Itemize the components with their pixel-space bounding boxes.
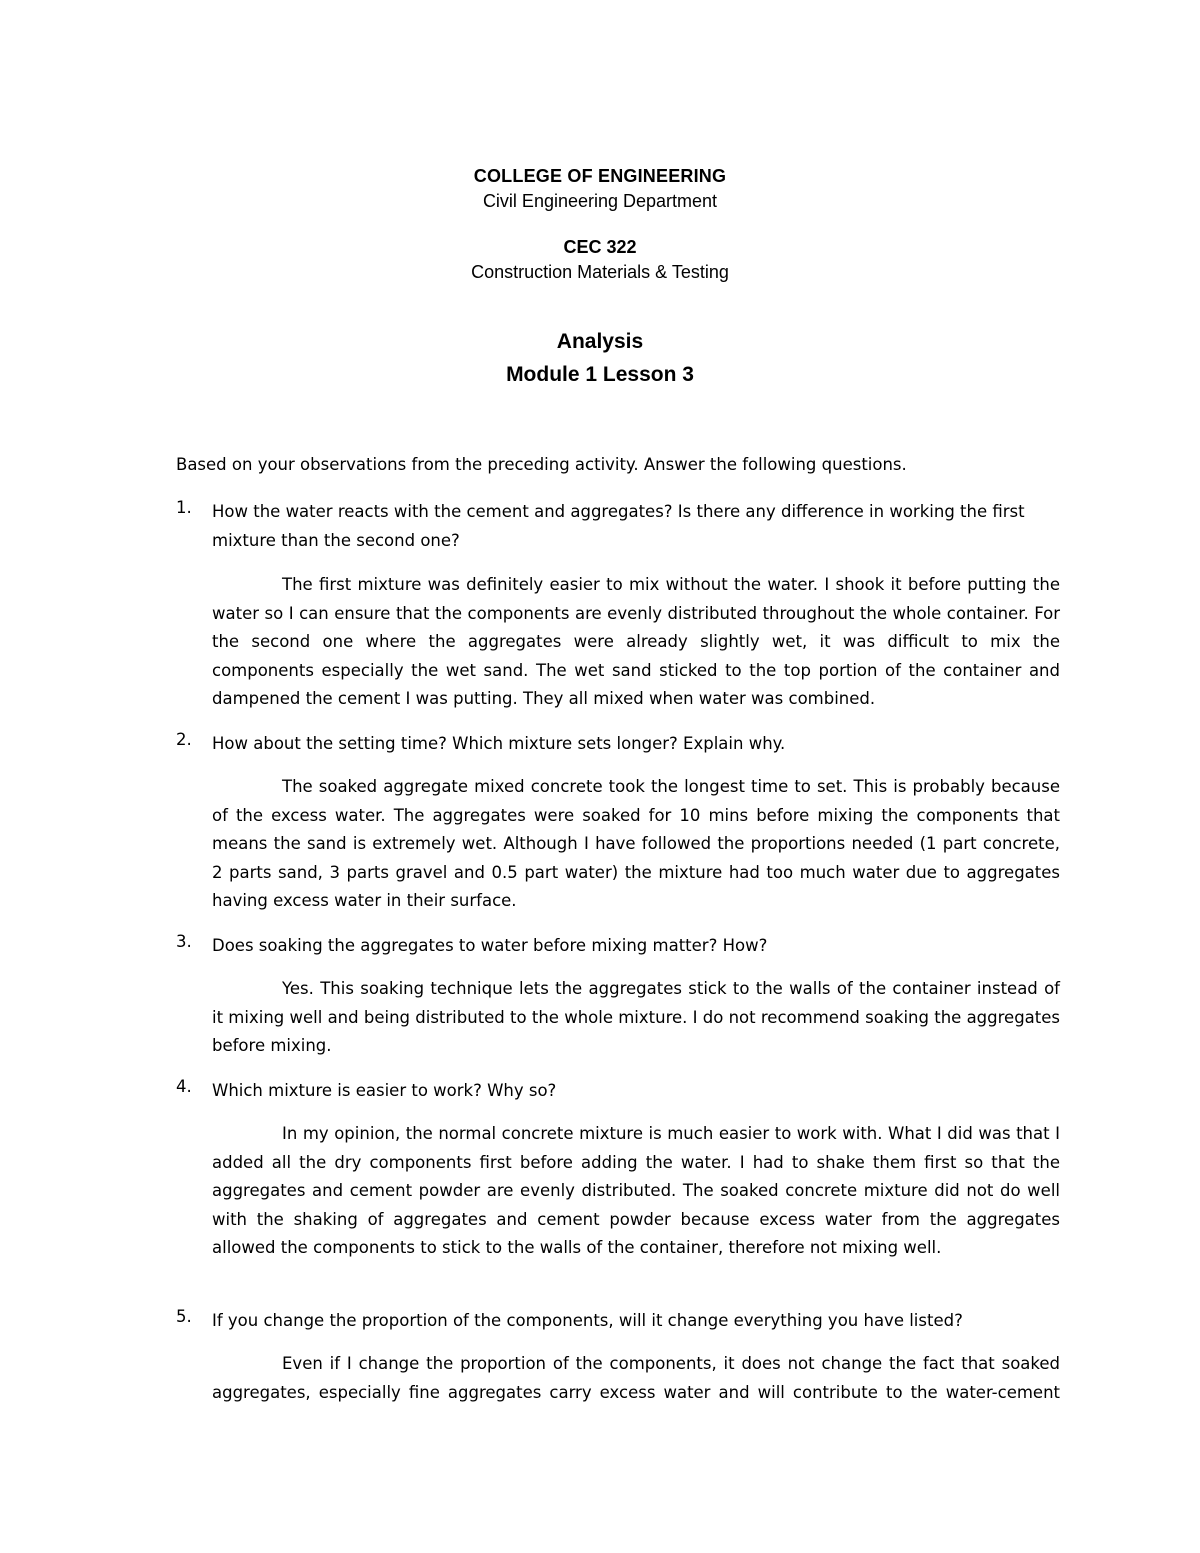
- question-number: 3.: [176, 932, 192, 951]
- course-name: Construction Materials & Testing: [471, 262, 729, 282]
- question-number: 1.: [176, 498, 192, 517]
- intro-instruction: Based on your observations from the preceding activity. Answer the following questions.: [176, 455, 907, 474]
- question-text: Which mixture is easier to work? Why so?: [212, 1081, 557, 1100]
- question-number: 2.: [176, 730, 192, 749]
- department-heading: Civil Engineering Department: [482, 191, 718, 211]
- answer-3: Yes. This soaking technique lets the aggregates stick to the walls of the container instead of it mixing well and being distributed to the whole mixture. I do not recommend soaking the aggregates before mixing.: [212, 979, 1060, 1055]
- question-text: Does soaking the aggregates to water before mixing matter? How?: [212, 936, 768, 955]
- answer-2: The soaked aggregate mixed concrete took the longest time to set. This is probably because of the excess water. The aggregates were soaked for 10 mins before mixing the components that means the sand is extremely wet. Although I have followed the proportions needed (1 part concrete, 2 parts sand, 3 parts gravel and 0.5 part water) the mixture had too much water due to aggregates having excess water in their surface.: [212, 777, 1060, 910]
- question-number: 4.: [176, 1077, 192, 1096]
- college-heading: COLLEGE OF ENGINEERING: [473, 166, 727, 186]
- question-text: How the water reacts with the cement and aggregates? Is there any difference in working the first mixture than the second one?: [212, 502, 1025, 550]
- answer-5: Even if I change the proportion of the components, it does not change the fact that soaked aggregates, especially fine aggregates carry excess water and will contribute to the water-cement: [212, 1354, 1060, 1402]
- answer-1: The first mixture was definitely easier to mix without the water. I shook it before putting the water so I can ensure that the components are evenly distributed throughout the whole container. For the second one where the aggregates were already slightly wet, it was difficult to mix the components especially the wet sand. The wet sand sticked to the top portion of the container and dampened the cement I was putting. They all mixed when water was combined.: [212, 575, 1060, 708]
- question-text: If you change the proportion of the components, will it change everything you have listed?: [212, 1311, 963, 1330]
- document-subtitle: Module 1 Lesson 3: [506, 363, 694, 386]
- question-number: 5.: [176, 1307, 192, 1326]
- answer-4: In my opinion, the normal concrete mixture is much easier to work with. What I did was that I added all the dry components first before adding the water. I had to shake them first so that the aggregates and cement powder are evenly distributed. The soaked concrete mixture did not do well with the shaking of aggregates and cement powder because excess water from the aggregates allowed the components to stick to the walls of the container, therefore not mixing well.: [212, 1124, 1060, 1257]
- question-text: How about the setting time? Which mixture sets longer? Explain why.: [212, 734, 786, 753]
- course-code: CEC 322: [563, 237, 637, 257]
- document-title: Analysis: [556, 330, 644, 353]
